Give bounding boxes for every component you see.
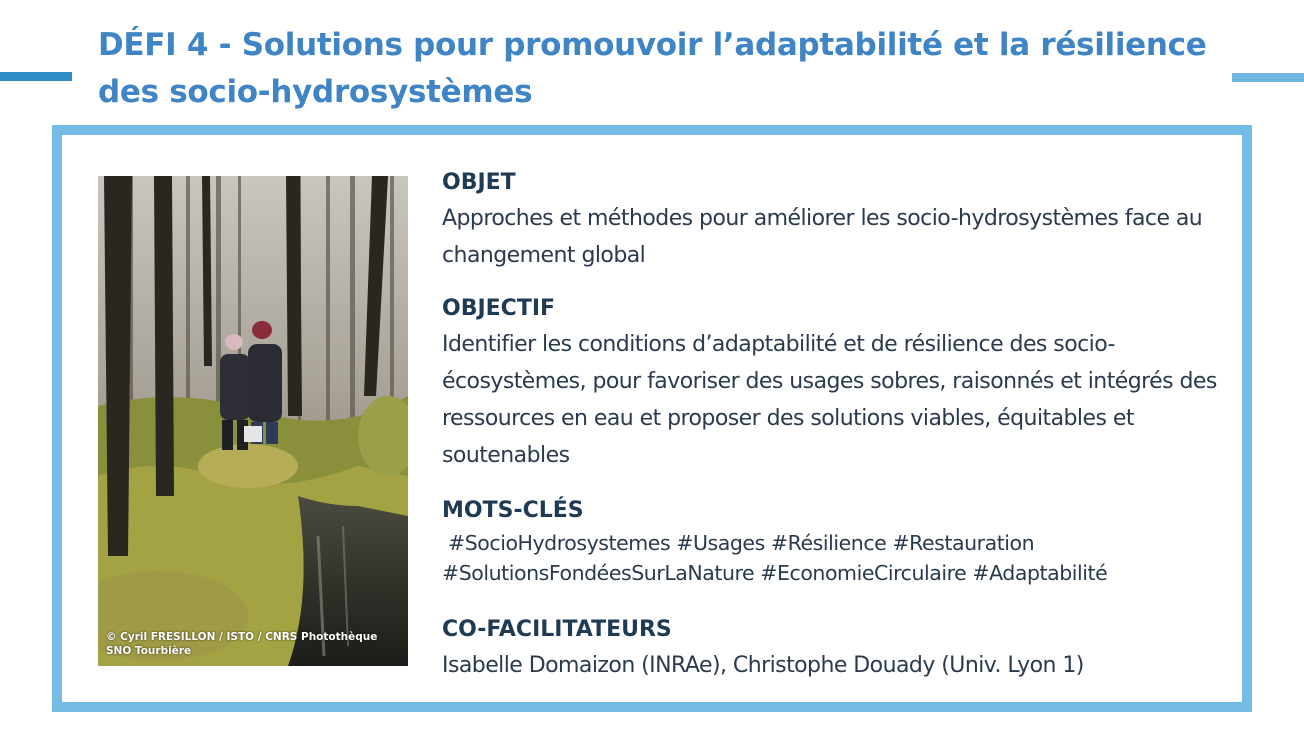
mots-cles-heading: MOTS-CLÉS: [442, 498, 584, 523]
objectif-text: Identifier les conditions d’adaptabilité et de résilience des socio-écosystèmes, pour favoriser des usages sobres, raisonnés et intégrés des ressources en eau et proposer des solutions viables, équitables et soutenables: [442, 332, 1217, 468]
accent-bar-left: [0, 72, 72, 81]
page-title: DÉFI 4 - Solutions pour promouvoir l’adaptabilité et la résilience des socio-hydrosystèmes: [98, 27, 1207, 110]
objet-heading: OBJET: [442, 170, 516, 195]
section-mots-cles: [442, 496, 1232, 588]
photo-credit-line2: SNO Tourbière: [106, 645, 192, 657]
wetland-forest-image: [98, 176, 408, 666]
accent-bar-right: [1232, 73, 1304, 82]
co-facilitateurs-text: Isabelle Domaizon (INRAe), Christophe Douady (Univ. Lyon 1): [442, 653, 1084, 678]
photo-credit: [106, 630, 402, 658]
co-facilitateurs-heading: CO-FACILITATEURS: [442, 617, 672, 642]
objet-text: Approches et méthodes pour améliorer les socio-hydrosystèmes face au changement global: [442, 206, 1203, 268]
section-objectif: [442, 294, 1232, 474]
photo-credit-line1: © Cyril FRESILLON / ISTO / CNRS Photothèque: [106, 631, 378, 643]
objectif-heading: OBJECTIF: [442, 296, 556, 321]
keyword-line-2: #SolutionsFondéesSurLaNature #EconomieCirculaire #Adaptabilité: [442, 561, 1108, 585]
keyword-list: [442, 528, 1232, 588]
section-co-facilitateurs: [442, 615, 1232, 684]
keyword-line-1: #SocioHydrosystemes #Usages #Résilience #Restauration: [448, 531, 1035, 555]
section-objet: [442, 168, 1232, 274]
forest-photo: [98, 176, 408, 666]
